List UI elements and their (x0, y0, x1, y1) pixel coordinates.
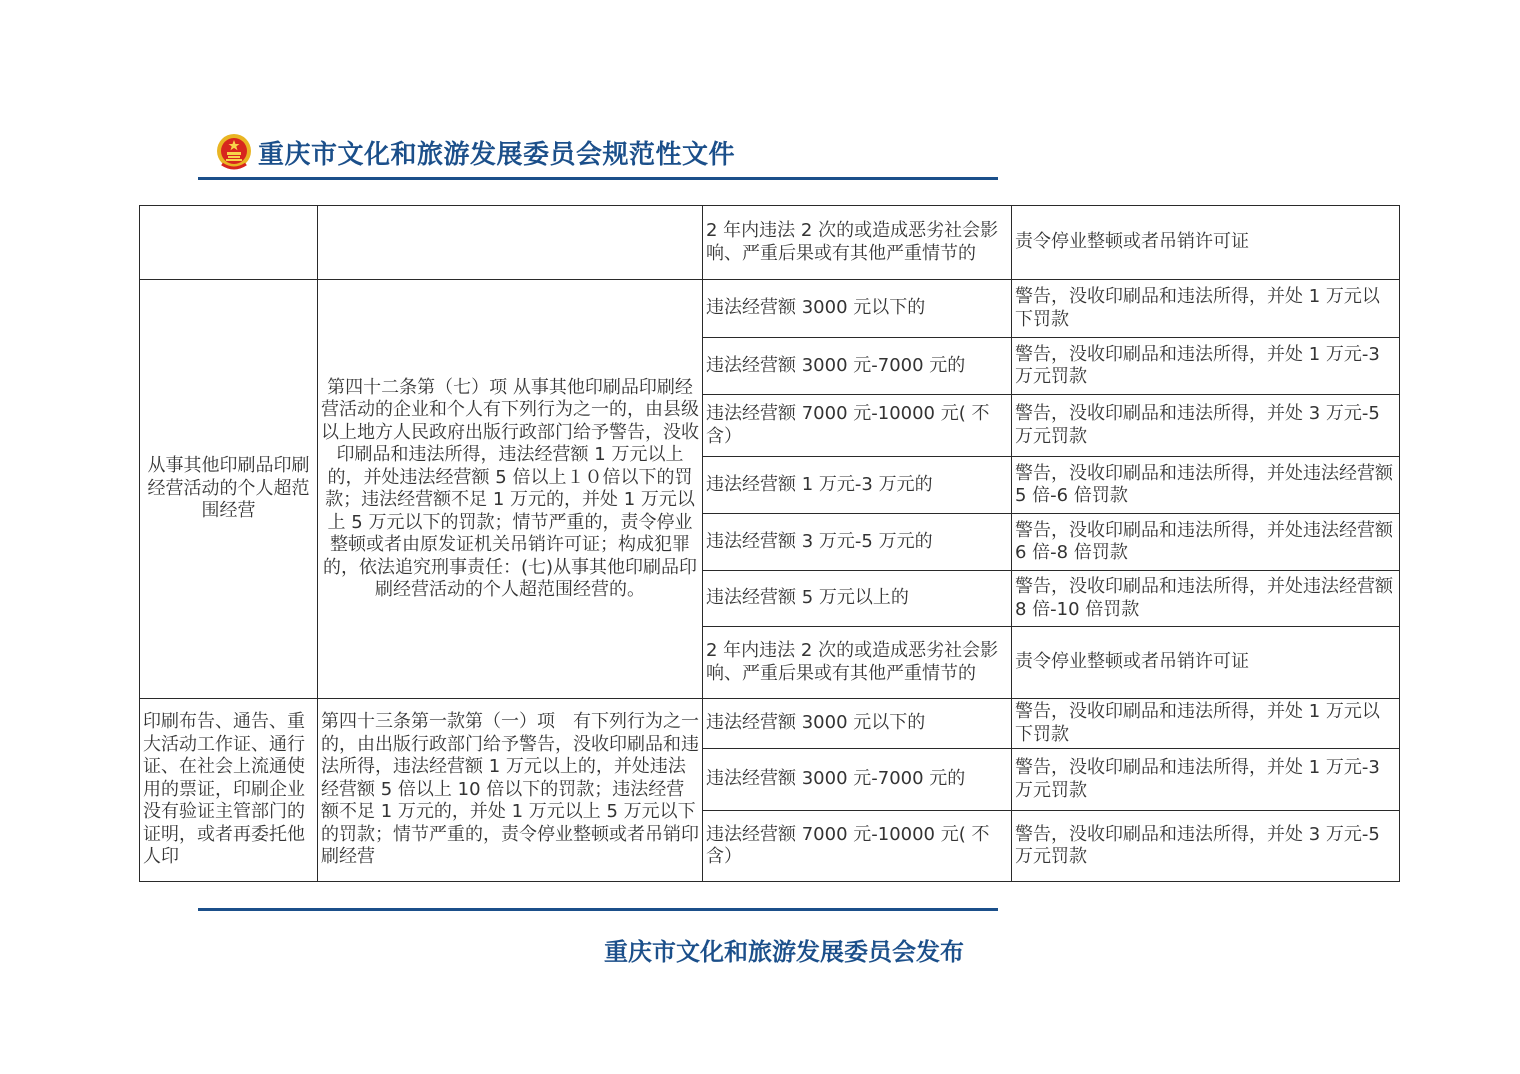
basis-cell-empty (318, 206, 703, 280)
penalty-cell: 警告，没收印刷品和违法所得，并处 3 万元-5 万元罚款 (1012, 395, 1400, 457)
publisher-line: 重庆市文化和旅游发展委员会发布 (604, 937, 964, 966)
penalty-standards-table (139, 205, 1400, 882)
condition-cell: 违法经营额 3000 元以下的 (703, 280, 1012, 338)
legal-basis-cell: 第四十三条第一款第（一）项 有下列行为之一的，由出版行政部门给予警告，没收印刷品和违法所得，违法经营额 1 万元以上的，并处违法经营额 5 倍以上 10 倍以下的罚款；违法经营额不足 1 万元的，并处 1 万元以上 5 万元以下的罚款；情节严重的，责令停业整顿或者吊销印刷经营 (318, 699, 703, 882)
behavior-cell: 印刷布告、通告、重大活动工作证、通行证、在社会上流通使用的票证，印刷企业没有验证主管部门的证明，或者再委托他人印 (140, 699, 318, 882)
condition-cell: 违法经营额 7000 元-10000 元( 不含） (703, 811, 1012, 882)
condition-cell: 违法经营额 7000 元-10000 元( 不含） (703, 395, 1012, 457)
penalty-cell: 警告，没收印刷品和违法所得，并处 3 万元-5 万元罚款 (1012, 811, 1400, 882)
condition-cell: 违法经营额 3 万元-5 万元的 (703, 514, 1012, 571)
penalty-cell: 警告，没收印刷品和违法所得，并处 1 万元以下罚款 (1012, 280, 1400, 338)
penalty-cell: 警告，没收印刷品和违法所得，并处 1 万元-3 万元罚款 (1012, 749, 1400, 811)
penalty-cell: 责令停业整顿或者吊销许可证 (1012, 206, 1400, 280)
header-divider (198, 177, 998, 180)
penalty-cell: 责令停业整顿或者吊销许可证 (1012, 627, 1400, 699)
document-header (216, 130, 735, 174)
condition-cell: 违法经营额 5 万元以上的 (703, 571, 1012, 627)
behavior-cell-empty (140, 206, 318, 280)
condition-cell: 2 年内违法 2 次的或造成恶劣社会影响、严重后果或有其他严重情节的 (703, 206, 1012, 280)
penalty-cell: 警告，没收印刷品和违法所得，并处违法经营额 6 倍-8 倍罚款 (1012, 514, 1400, 571)
table-row (140, 280, 1400, 338)
condition-cell: 违法经营额 3000 元-7000 元的 (703, 749, 1012, 811)
penalty-cell: 警告，没收印刷品和违法所得，并处违法经营额 5 倍-6 倍罚款 (1012, 457, 1400, 514)
penalty-cell: 警告，没收印刷品和违法所得，并处 1 万元以下罚款 (1012, 699, 1400, 749)
condition-cell: 违法经营额 3000 元-7000 元的 (703, 338, 1012, 395)
legal-basis-cell: 第四十二条第（七）项 从事其他印刷品印刷经营活动的企业和个人有下列行为之一的，由县级以上地方人民政府出版行政部门给予警告，没收印刷品和违法所得，违法经营额 1 万元以上的，并处违法经营额 5 倍以上１０倍以下的罚款；违法经营额不足 1 万元的，并处 1 万元以上 5 万元以下的罚款；情节严重的，责令停业整顿或者由原发证机关吊销许可证；构成犯罪的，依法追究刑事责任：(七)从事其他印刷品印刷经营活动的个人超范围经营的。 (318, 280, 703, 699)
national-emblem-icon (216, 132, 252, 172)
condition-cell: 2 年内违法 2 次的或造成恶劣社会影响、严重后果或有其他严重情节的 (703, 627, 1012, 699)
behavior-cell: 从事其他印刷品印刷经营活动的个人超范围经营 (140, 280, 318, 699)
document-header-title: 重庆市文化和旅游发展委员会规范性文件 (258, 139, 736, 170)
condition-cell: 违法经营额 3000 元以下的 (703, 699, 1012, 749)
table-row (140, 206, 1400, 280)
condition-cell: 违法经营额 1 万元-3 万元的 (703, 457, 1012, 514)
footer-divider (198, 908, 998, 911)
penalty-cell: 警告，没收印刷品和违法所得，并处违法经营额 8 倍-10 倍罚款 (1012, 571, 1400, 627)
table-row (140, 699, 1400, 749)
penalty-cell: 警告，没收印刷品和违法所得，并处 1 万元-3 万元罚款 (1012, 338, 1400, 395)
